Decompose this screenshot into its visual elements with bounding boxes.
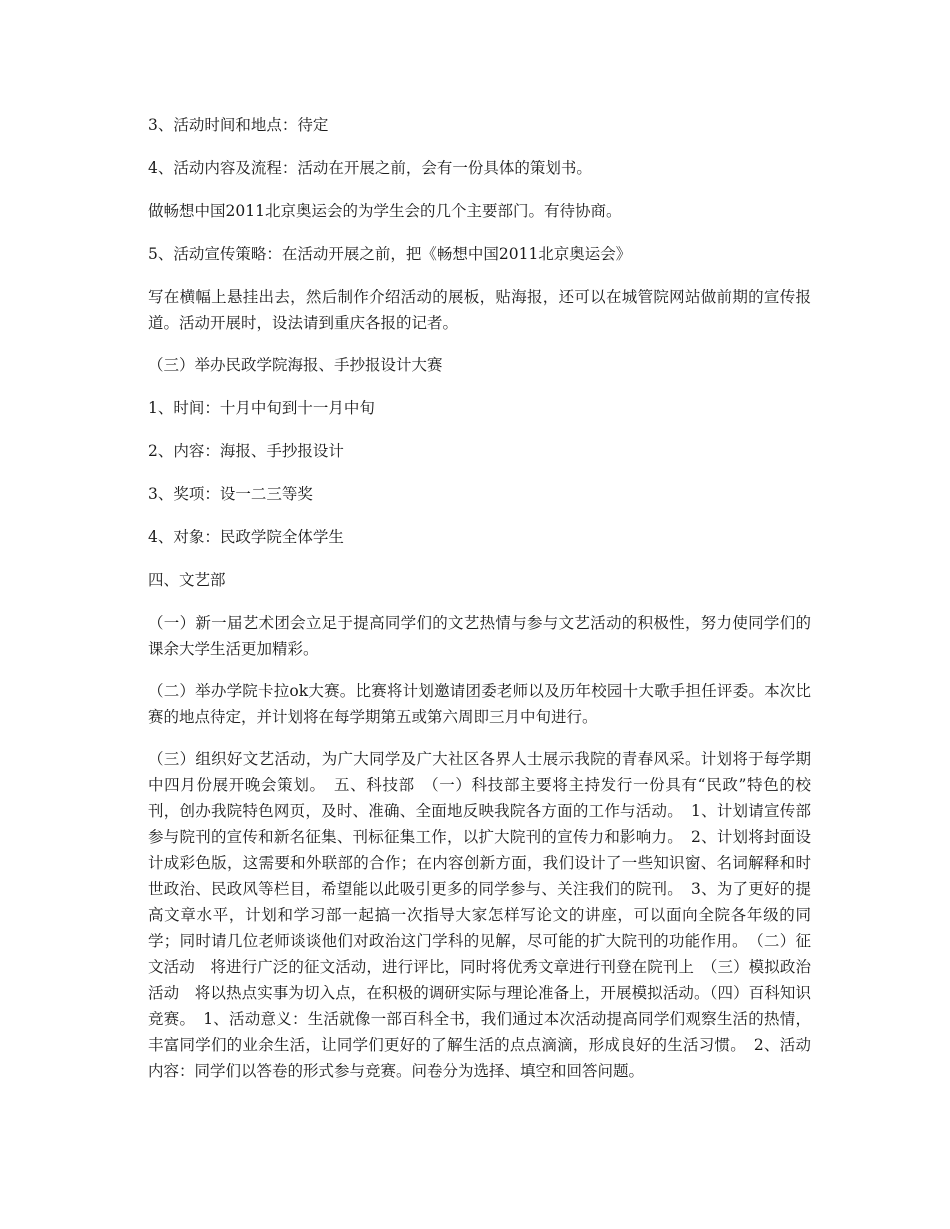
paragraph-contest-awards: 3、奖项：设一二三等奖 (148, 485, 313, 503)
paragraph-publicity-strategy: 5、活动宣传策略：在活动开展之前，把《畅想中国2011北京奥运会》 (148, 245, 632, 263)
paragraph-contest-content: 2、内容：海报、手抄报设计 (148, 442, 344, 460)
paragraph-banner-posters: 写在横幅上悬挂出去，然后制作介绍活动的展板，贴海报，还可以在城管院网站做前期的宣传报道。活动开展时，设法请到重庆各报的记者。 (148, 288, 811, 332)
paragraph-olympics-departments: 做畅想中国2011北京奥运会的为学生会的几个主要部门。有待协商。 (148, 202, 622, 220)
paragraph-arts-and-tech-plans: （三）组织好文艺活动，为广大同学及广大社区各界人士展示我院的青春风采。计划将于每学期中四月份展开晚会策划。 五、科技部 （一）科技部主要将主持发行一份具有“民政”特色的校刊，创办我院特色网页，及时、准确、全面地反映我院各方面的工作与活动。 1、计划请宣传部参与院刊的宣传和新名征集、刊标征集工作，以扩大院刊的宣传力和影响力。 2、计划将封面设计成彩色版，这需要和外联部的合作；在内容创新方面，我们设计了一些知识窗、名词解释和时世政治、民政风等栏目，希望能以此吸引更多的同学参与、关注我们的院刊。 3、为了更好的提高文章水平，计划和学习部一起搞一次指导大家怎样写论文的讲座，可以面向全院各年级的同学；同时请几位老师谈谈他们对政治这门学科的见解，尽可能的扩大院刊的功能作用。 （二）征文活动 将进行广泛的征文活动，进行评比，同时将优秀文章进行刊登在院刊上 （三）模拟政治活动 将以热点实事为切入点，在积极的调研实际与理论准备上，开展模拟活动。（四）百科知识竞赛。 1、活动意义：生活就像一部百科全书，我们通过本次活动提高同学们观察生活的热情，丰富同学们的业余生活，让同学们更好的了解生活的点点滴滴，形成良好的生活习惯。 2、活动内容：同学们以答卷的形式参与竞赛。问卷分为选择、填空和回答问题。 (148, 750, 811, 1080)
document-page (141, 112, 811, 1084)
heading-arts-department: 四、文艺部 (148, 571, 226, 589)
paragraph-contest-time: 1、时间：十月中旬到十一月中旬 (148, 399, 375, 417)
paragraph-activity-time: 3、活动时间和地点：待定 (148, 116, 329, 134)
paragraph-art-troupe: （一）新一届艺术团会立足于提高同学们的文艺热情与参与文艺活动的积极性，努力使同学们的课余大学生活更加精彩。 (148, 614, 811, 658)
heading-poster-contest: （三）举办民政学院海报、手抄报设计大赛 (148, 356, 443, 374)
paragraph-contest-target: 4、对象：民政学院全体学生 (148, 528, 344, 546)
paragraph-activity-content: 4、活动内容及流程：活动在开展之前，会有一份具体的策划书。 (148, 159, 592, 177)
paragraph-karaoke-contest: （二）举办学院卡拉ok大赛。比赛将计划邀请团委老师以及历年校园十大歌手担任评委。本次比赛的地点待定，并计划将在每学期第五或第六周即三月中旬进行。 (148, 682, 811, 726)
